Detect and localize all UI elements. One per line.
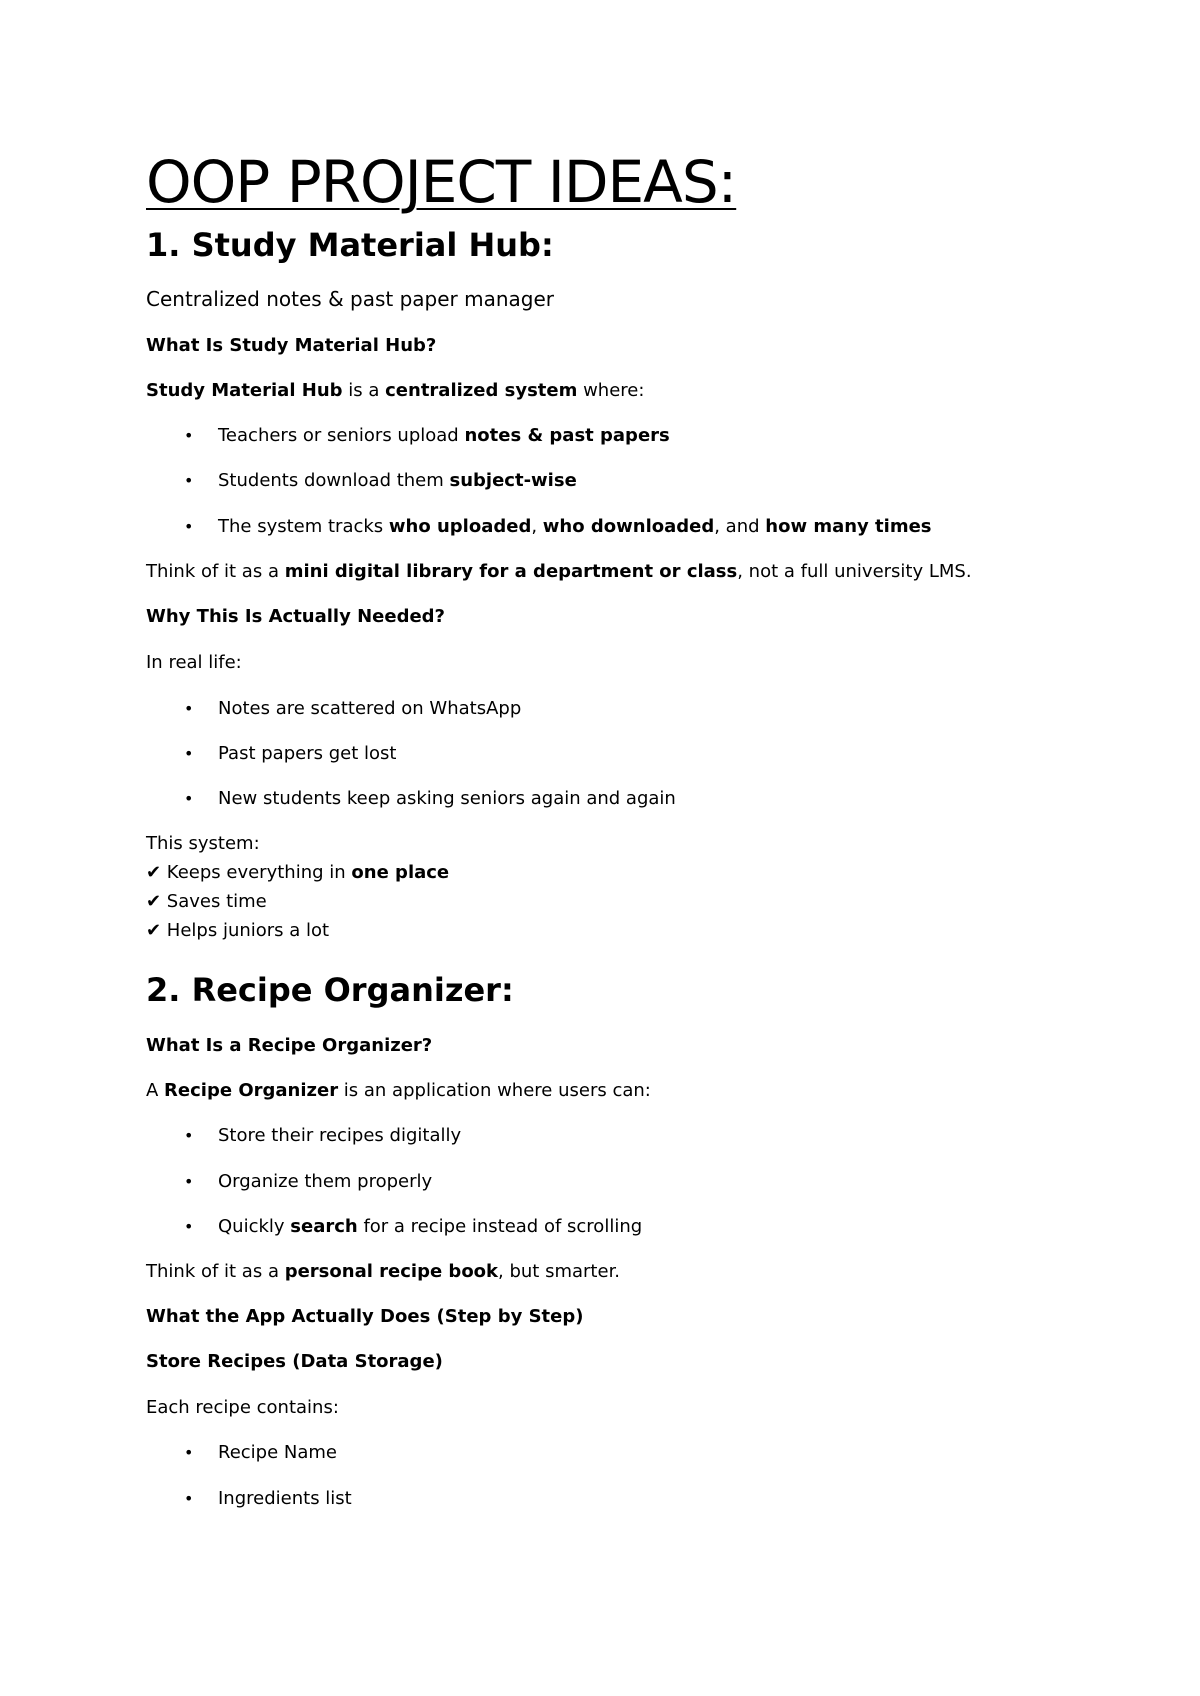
- section2-intro: [146, 1080, 651, 1102]
- text-bold: one place: [351, 862, 450, 883]
- section1-system-label: This system:: [146, 833, 260, 854]
- list-item: [184, 698, 521, 720]
- text: Past papers get lost: [218, 743, 397, 764]
- list-item: [184, 1488, 352, 1510]
- bullet-icon: •: [184, 1217, 194, 1236]
- list-item: [184, 425, 670, 447]
- section1-question-why: Why This Is Actually Needed?: [146, 606, 445, 627]
- section2-question-what: What Is a Recipe Organizer?: [146, 1035, 433, 1056]
- bullet-icon: •: [184, 789, 194, 808]
- text: where:: [577, 380, 645, 401]
- section2-steps-heading: What the App Actually Does (Step by Step): [146, 1306, 584, 1327]
- section2-think: [146, 1261, 620, 1283]
- section1-reallife: In real life:: [146, 652, 242, 673]
- check-item: [146, 887, 267, 916]
- bullet-icon: •: [184, 426, 194, 445]
- bullet-icon: •: [184, 471, 194, 490]
- section2-heading: 2. Recipe Organizer:: [146, 971, 514, 1009]
- text: is an application where users can:: [338, 1080, 651, 1101]
- bullet-icon: •: [184, 1489, 194, 1508]
- check-item: [146, 916, 329, 945]
- section1-question-what: What Is Study Material Hub?: [146, 335, 437, 356]
- text: Notes are scattered on WhatsApp: [218, 698, 522, 719]
- text: Quickly: [218, 1216, 291, 1237]
- text: is a: [342, 380, 386, 401]
- section2-store-heading: Store Recipes (Data Storage): [146, 1351, 443, 1372]
- section1-think: [146, 561, 972, 583]
- bullet-icon: •: [184, 1172, 194, 1191]
- section2-contains: Each recipe contains:: [146, 1397, 339, 1418]
- bullet-icon: •: [184, 1443, 194, 1462]
- text-bold: Study Material Hub: [146, 380, 343, 401]
- text-bold: subject-wise: [449, 470, 577, 491]
- text: New students keep asking seniors again and again: [218, 788, 676, 809]
- list-item: [184, 788, 676, 810]
- text: , but smarter.: [498, 1261, 621, 1282]
- text-bold: notes & past papers: [464, 425, 670, 446]
- section1-subtitle: Centralized notes & past paper manager: [146, 287, 555, 311]
- text-bold: who uploaded: [388, 516, 532, 537]
- text: Ingredients list: [218, 1488, 352, 1509]
- list-item: [184, 1216, 642, 1238]
- text: , not a full university LMS.: [737, 561, 972, 582]
- bullet-icon: •: [184, 1126, 194, 1145]
- list-item: [184, 743, 396, 765]
- text: ,: [531, 516, 543, 537]
- text: The system tracks: [218, 516, 389, 537]
- text: ✔ Keeps everything in: [146, 862, 352, 883]
- list-item: [184, 516, 932, 538]
- text: Think of it as a: [146, 561, 285, 582]
- text: , and: [714, 516, 766, 537]
- bullet-icon: •: [184, 699, 194, 718]
- bullet-icon: •: [184, 517, 194, 536]
- section1-heading: 1. Study Material Hub:: [146, 226, 554, 264]
- text: A: [146, 1080, 165, 1101]
- text-bold: search: [290, 1216, 358, 1237]
- list-item: [184, 470, 577, 492]
- section1-intro: [146, 380, 644, 402]
- list-item: [184, 1442, 337, 1464]
- list-item: [184, 1125, 461, 1147]
- text: Store their recipes digitally: [218, 1125, 462, 1146]
- text: ✔ Saves time: [146, 891, 267, 912]
- text-bold: who downloaded: [542, 516, 715, 537]
- check-item: [146, 858, 449, 887]
- text-bold: mini digital library for a department or class: [284, 561, 738, 582]
- list-item: [184, 1171, 432, 1193]
- text: Think of it as a: [146, 1261, 285, 1282]
- text-bold: how many times: [765, 516, 932, 537]
- text-bold: centralized system: [385, 380, 578, 401]
- text: Recipe Name: [218, 1442, 337, 1463]
- text: ✔ Helps juniors a lot: [146, 920, 330, 941]
- bullet-icon: •: [184, 744, 194, 763]
- text: Students download them: [218, 470, 450, 491]
- text: Teachers or seniors upload: [218, 425, 465, 446]
- text-bold: Recipe Organizer: [164, 1080, 339, 1101]
- text: Organize them properly: [218, 1171, 433, 1192]
- document-title: OOP PROJECT IDEAS:: [146, 148, 737, 216]
- text-bold: personal recipe book: [284, 1261, 499, 1282]
- text: for a recipe instead of scrolling: [357, 1216, 643, 1237]
